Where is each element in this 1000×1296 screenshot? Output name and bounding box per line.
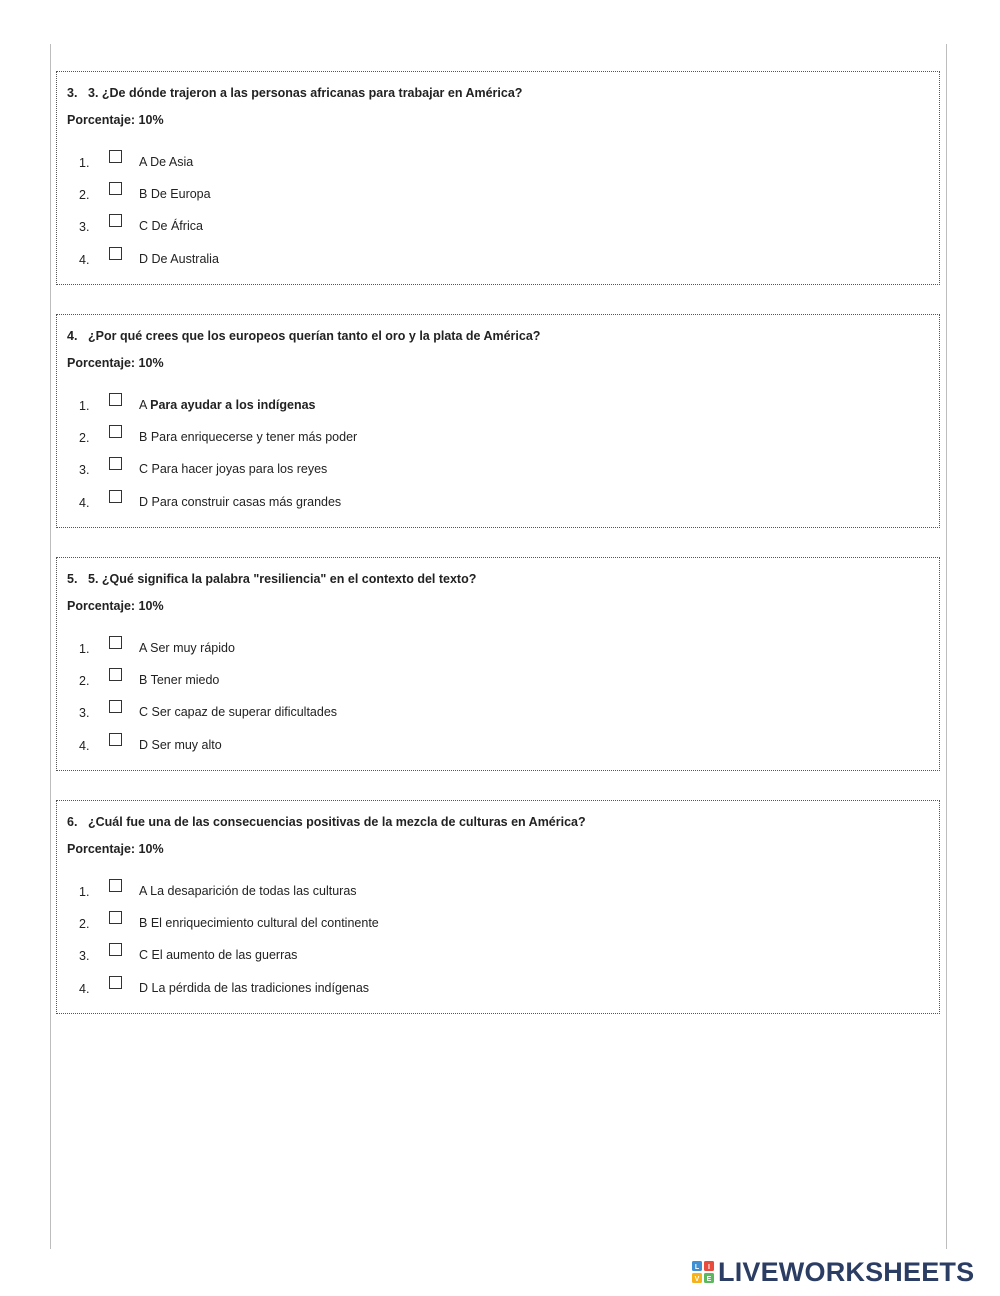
logo-cubes-icon: [692, 1261, 714, 1283]
option-checkbox[interactable]: [109, 457, 122, 470]
question-percentage: Porcentaje: 10%: [67, 599, 164, 613]
question-percentage: Porcentaje: 10%: [67, 356, 164, 370]
question-title: 4. ¿Por qué crees que los europeos querían tanto el oro y la plata de América?: [67, 329, 541, 343]
option-checkbox[interactable]: [109, 733, 122, 746]
option-b: 2. B Para enriquecerse y tener más poder: [57, 425, 657, 447]
question-percentage: Porcentaje: 10%: [67, 842, 164, 856]
option-checkbox[interactable]: [109, 879, 122, 892]
question-title: 3. 3. ¿De dónde trajeron a las personas africanas para trabajar en América?: [67, 86, 523, 100]
option-checkbox[interactable]: [109, 425, 122, 438]
option-checkbox[interactable]: [109, 636, 122, 649]
page-border-left: [50, 44, 51, 1249]
option-c: 3. C Para hacer joyas para los reyes: [57, 457, 657, 479]
option-b: 2. B De Europa: [57, 182, 657, 204]
question-4: [56, 314, 940, 528]
option-b: 2. B El enriquecimiento cultural del continente: [57, 911, 657, 933]
option-checkbox[interactable]: [109, 247, 122, 260]
option-d: 4. D La pérdida de las tradiciones indígenas: [57, 976, 657, 998]
option-c: 3. C De África: [57, 214, 657, 236]
logo-cube-letter: E: [706, 1276, 712, 1283]
option-d: 4. D Ser muy alto: [57, 733, 657, 755]
option-c: 3. C Ser capaz de superar dificultades: [57, 700, 657, 722]
option-a: 1. A De Asia: [57, 150, 657, 172]
option-a: 1. A Para ayudar a los indígenas: [57, 393, 657, 415]
question-title: 5. 5. ¿Qué significa la palabra "resiliencia" en el contexto del texto?: [67, 572, 477, 586]
question-6: [56, 800, 940, 1014]
option-checkbox[interactable]: [109, 150, 122, 163]
option-checkbox[interactable]: [109, 214, 122, 227]
question-3: [56, 71, 940, 285]
option-checkbox[interactable]: [109, 976, 122, 989]
option-checkbox[interactable]: [109, 182, 122, 195]
question-title: 6. ¿Cuál fue una de las consecuencias positivas de la mezcla de culturas en América?: [67, 815, 586, 829]
option-checkbox[interactable]: [109, 943, 122, 956]
logo-cube-letter: I: [708, 1264, 710, 1271]
page-border-right: [946, 44, 947, 1249]
option-d: 4. D De Australia: [57, 247, 657, 269]
logo-wordmark: LIVEWORKSHEETS: [718, 1257, 975, 1287]
question-percentage: Porcentaje: 10%: [67, 113, 164, 127]
question-5: [56, 557, 940, 771]
option-b: 2. B Tener miedo: [57, 668, 657, 690]
option-d: 4. D Para construir casas más grandes: [57, 490, 657, 512]
option-checkbox[interactable]: [109, 911, 122, 924]
option-a: 1. A Ser muy rápido: [57, 636, 657, 658]
option-checkbox[interactable]: [109, 668, 122, 681]
option-checkbox[interactable]: [109, 393, 122, 406]
option-checkbox[interactable]: [109, 490, 122, 503]
logo-cube-letter: L: [694, 1264, 700, 1271]
logo-cube-letter: V: [694, 1276, 700, 1283]
option-checkbox[interactable]: [109, 700, 122, 713]
option-c: 3. C El aumento de las guerras: [57, 943, 657, 965]
option-a: 1. A La desaparición de todas las culturas: [57, 879, 657, 901]
